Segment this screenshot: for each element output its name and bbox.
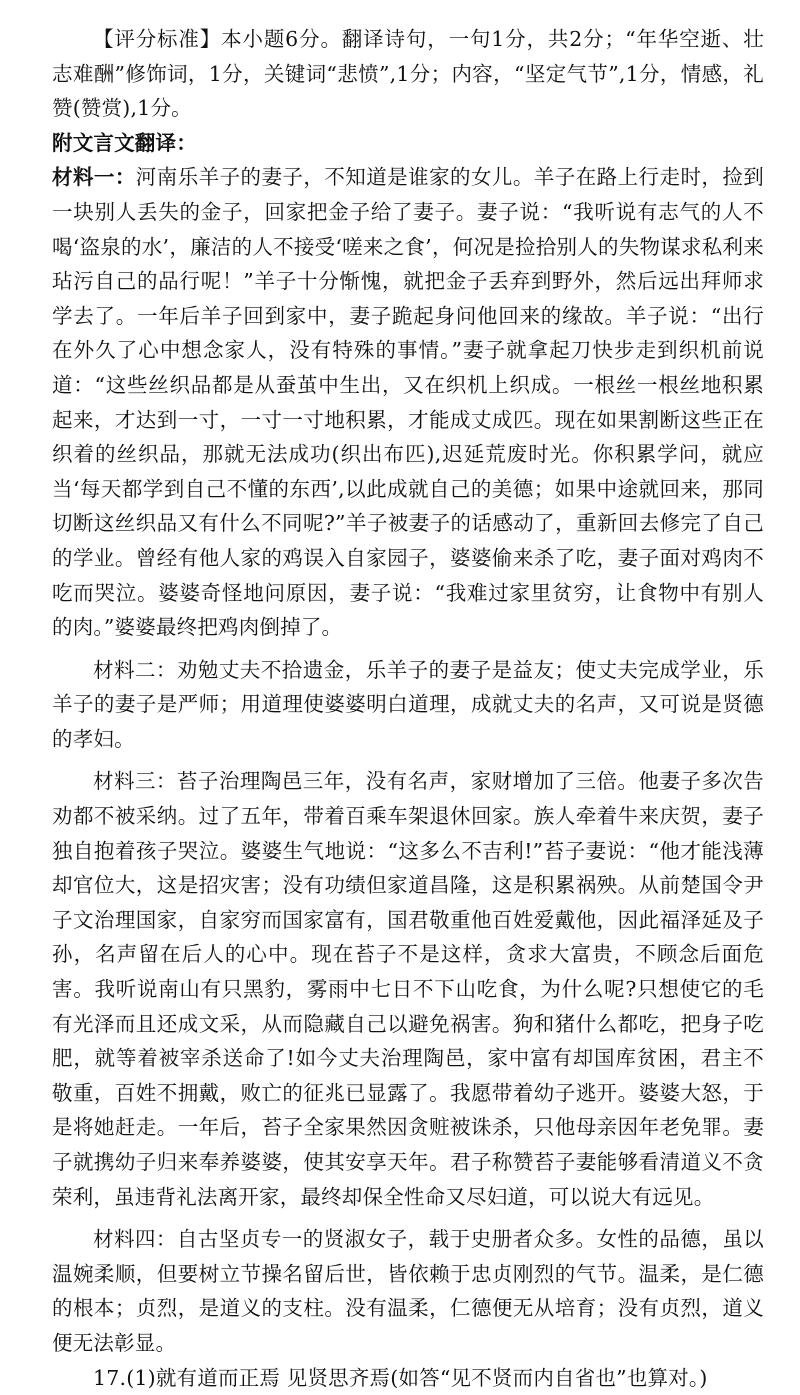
material-two-paragraph: 材料二：劝勉丈夫不拾遗金，乐羊子的妻子是益友；使丈夫完成学业，乐羊子的妻子是严师；用道理使婆婆明白道理，成就丈夫的名声，又可说是贤德的孝妇。	[52, 657, 764, 751]
material-one-text: 河南乐羊子的妻子，不知道是谁家的女儿。羊子在路上行走时，捡到一块别人丢失的金子，回家把金子给了妻子。妻子说：“我听说有志气的人不喝‘盗泉的水’，廉洁的人不接受‘嗟来之食’，何况是捡拾别人的失物谋求私利来玷污自己的品行呢！”羊子十分惭愧，就把金子丢弃到野外，然后远出拜师求学去了。一年后羊子回到家中，妻子跪起身问他回来的缘故。羊子说：“出行在外久了心中想念家人，没有特殊的事情。”妻子就拿起刀快步走到织机前说道：“这些丝织品都是从蚕茧中生出，又在织机上织成。一根丝一根丝地积累起来，才达到一寸，一寸一寸地积累，才能成丈成匹。现在如果割断这些正在织着的丝织品，那就无法成功(织出布匹),迟延荒废时光。你积累学问，就应当‘每天都学到自己不懂的东西’,以此成就自己的美德；如果中途就回来，那同切断这丝织品又有什么不同呢?”羊子被妻子的话感动了，重新回去修完了自己的学业。曾经有他人家的鸡误入自家园子，婆婆偷来杀了吃，妻子面对鸡肉不吃而哭泣。婆婆奇怪地问原因，妻子说：“我难过家里贫穷，让食物中有别人的肉。”婆婆最终把鸡肉倒掉了。	[52, 165, 764, 640]
material-one-paragraph	[52, 160, 764, 644]
material-one-label: 材料一：	[52, 165, 136, 190]
material-three-paragraph: 材料三：苔子治理陶邑三年，没有名声，家财增加了三倍。他妻子多次告劝都不被采纳。过了五年，带着百乘车架退休回家。族人牵着牛来庆贺，妻子独自抱着孩子哭泣。婆婆生气地说：“这多么不吉利!”苔子妻说：“他才能浅薄却官位大，这是招灾害；没有功绩但家道昌隆，这是积累祸殃。从前楚国令尹子文治理国家，自家穷而国家富有，国君敬重他百姓爱戴他，因此福泽延及子孙，名声留在后人的心中。现在苔子不是这样，贪求大富贵，不顾念后面危害。我听说南山有只黑豹，雾雨中七日不下山吃食，为什么呢?只想使它的毛有光泽而且还成文采，从而隐藏自己以避免祸害。狗和猪什么都吃，把身子吃肥，就等着被宰杀送命了!如今丈夫治理陶邑，家中富有却国库贫困，君主不敬重，百姓不拥戴，败亡的征兆已显露了。我愿带着幼子逃开。婆婆大怒，于是将她赶走。一年后，苔子全家果然因贪赃被诛杀，只他母亲因年老免罪。妻子就携幼子归来奉养婆婆，使其安享天年。君子称赞苔子妻能够看清道义不贪荣利，虽违背礼法离开家，最终却保全性命又尽妇道，可以说大有远见。	[52, 769, 764, 1209]
scoring-criteria: 【评分标准】本小题6分。翻译诗句，一句1分，共2分；“年华空逝、壮志难酬”修饰词，1分，关键词“悲愤”,1分；内容，“坚定气节”,1分，情感，礼赞(赞赏),1分。	[52, 27, 764, 121]
document-page	[52, 22, 764, 1395]
material-four-paragraph: 材料四：自古坚贞专一的贤淑女子，载于史册者众多。女性的品德，虽以温婉柔顺，但要树立节操名留后世，皆依赖于忠贞刚烈的气节。温柔，是仁德的根本；贞烈，是道义的支柱。没有温柔，仁德便无从培育；没有贞烈，道义便无法彰显。	[52, 1227, 764, 1355]
answer-17: 17.(1)就有道而正焉 见贤思齐焉(如答“见不贤而内自省也”也算对。)	[93, 1365, 708, 1390]
appendix-heading: 附文言文翻译：	[52, 130, 197, 155]
